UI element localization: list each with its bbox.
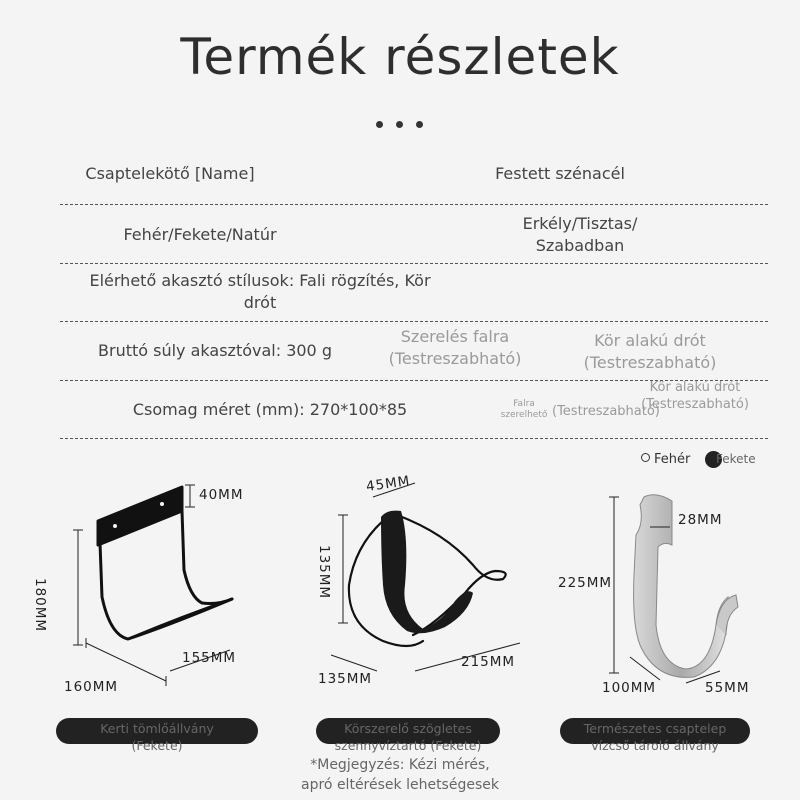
spec-colors: Fehér/Fekete/Natúr xyxy=(123,225,277,244)
dimension-height: 225MM xyxy=(558,575,613,591)
product-label-steel-hook: Természetes csaptelep vízcső tároló állvány xyxy=(560,718,750,744)
spec-connector-name: Csaptelekötő [Name] xyxy=(85,164,255,183)
measurement-note: *Megjegyzés: Kézi mérés, apró eltérések lehetségesek xyxy=(301,757,499,793)
dimension-depth: 215MM xyxy=(461,654,516,670)
dimension-width: 100MM xyxy=(602,680,657,696)
title-dots-decoration xyxy=(372,121,432,129)
divider xyxy=(60,263,768,264)
dimension-top: 40MM xyxy=(199,487,244,503)
divider xyxy=(60,321,768,322)
product-label-round-hanger: Körszerelő szögletes szennyvíztartó (Fekete) xyxy=(316,718,500,744)
dimension-depth: 55MM xyxy=(705,680,750,696)
option-round-wire: Kör alakú drót (Testreszabható) xyxy=(583,331,717,372)
option-wall-mount-small: Falra szerelhető xyxy=(500,399,548,420)
option-wall-mount: Szerelés falra (Testreszabható) xyxy=(388,327,522,368)
dimension-hook: 28MM xyxy=(678,512,723,528)
divider xyxy=(60,204,768,205)
dimension-width: 160MM xyxy=(64,679,119,695)
dimension-depth: 155MM xyxy=(182,650,237,666)
spec-usage: Erkély/Tisztas/ Szabadban xyxy=(522,214,638,255)
spec-material: Festett szénacél xyxy=(495,164,625,183)
dimension-top: 45MM xyxy=(365,472,412,496)
dimension-height: 135MM xyxy=(316,545,332,600)
option-round-wire-small: Kör alakú drót (Testreszabható) xyxy=(641,380,749,412)
garden-hose-stand-drawing xyxy=(50,475,290,705)
legend-white: Fehér xyxy=(641,452,690,467)
product-label-garden-stand: Kerti tömlőállvány (Fekete) xyxy=(56,718,258,744)
spec-gross-weight: Bruttó súly akasztóval: 300 g xyxy=(98,341,332,360)
legend-black: Fekete xyxy=(705,451,756,468)
page-title: Termék részletek xyxy=(180,28,620,86)
dimension-height: 180MM xyxy=(32,578,48,633)
spec-hanger-styles: Elérhető akasztó stílusok: Fali rögzítés, Kör drót xyxy=(89,271,431,312)
spec-package-size: Csomag méret (mm): 270*100*85 xyxy=(132,400,408,419)
divider xyxy=(60,438,768,439)
dimension-width: 135MM xyxy=(318,671,373,687)
option-customizable: (Testreszabható) xyxy=(552,404,660,419)
